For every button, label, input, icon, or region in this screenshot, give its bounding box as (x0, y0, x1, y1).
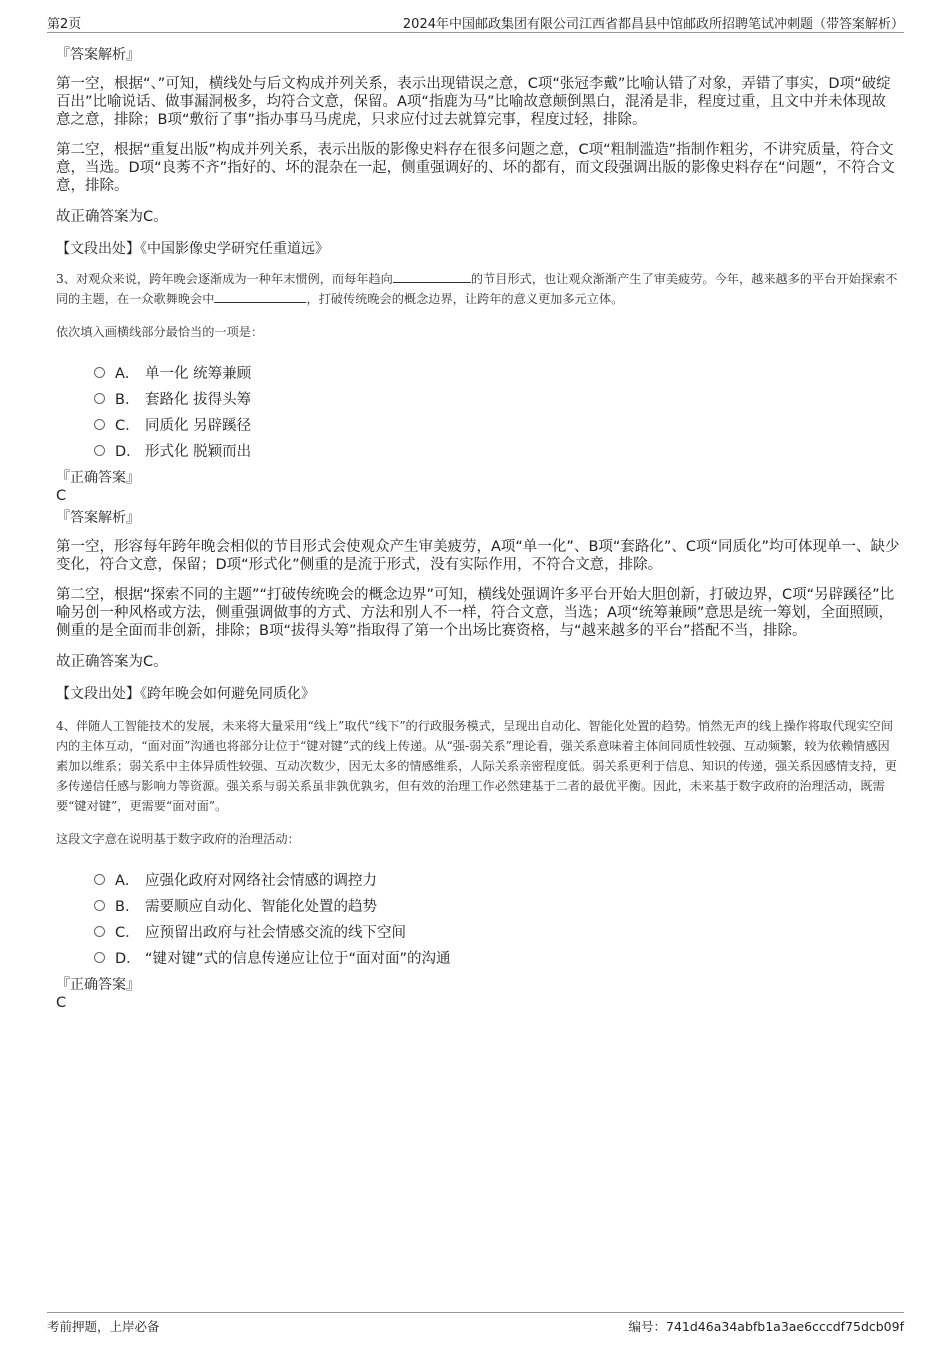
correct-answer-value: C (56, 488, 67, 504)
option-d[interactable] (94, 437, 900, 463)
option-c[interactable] (94, 411, 900, 437)
correct-answer-value: C (56, 995, 67, 1011)
option-letter: D． (115, 950, 141, 967)
option-text: “键对键”式的信息传递应让位于“面对面”的沟通 (145, 950, 451, 967)
radio-button[interactable] (94, 926, 105, 937)
analysis-label: 『答案解析』 (56, 47, 140, 63)
radio-button[interactable] (94, 367, 105, 378)
question-prompt: 依次填入画横线部分最恰当的一项是： (56, 325, 264, 339)
fill-blank (393, 270, 471, 283)
correct-answer-label: 『正确答案』 (56, 977, 140, 993)
option-b[interactable] (94, 892, 900, 918)
radio-button[interactable] (94, 952, 105, 963)
option-text: 应预留出政府与社会情感交流的线下空间 (145, 924, 406, 941)
analysis-paragraph: 第二空，根据“重复出版”构成并列关系，表示出版的影像史料存在很多问题之意，C项“粗制滥造”指制作粗劣，不讲究质量，符合文意，当选。D项“良莠不齐”指好的、坏的混杂在一起，侧重强调好的、坏的都有，而文段强调出版的影像史料存在“问题”，不符合文意，排除。 (56, 142, 895, 194)
fill-blank (214, 290, 306, 303)
option-b[interactable] (94, 385, 900, 411)
analysis-label: 『答案解析』 (56, 510, 140, 526)
analysis-paragraph: 第一空，根据“、”可知，横线处与后文构成并列关系，表示出现错误之意，C项“张冠李戴”比喻认错了对象，弄错了事实，D项“破绽百出”比喻说话、做事漏洞极多，均符合文意，保留。A项“指鹿为马”比喻故意颠倒黑白，混淆是非，程度过重，且文中并未体现故意之意，排除；B项“敷衍了事”指办事马马虎虎，只求应付过去就算完事，程度过轻，排除。 (56, 76, 891, 128)
option-text: 同质化 另辟蹊径 (145, 417, 252, 434)
question-text: 4、伴随人工智能技术的发展，未来将大量采用“线上”取代“线下”的行政服务模式，呈现出自动化、智能化处置的趋势。悄然无声的线上操作将取代现实空间内的主体互动，“面对面”沟通也将部分让位于“键对键”式的线上传递。从“强-弱关系”理论看，强关系意味着主体间同质性较强、互动频繁，较为依赖情感因素加以维系；弱关系中主体异质性较强、互动次数少，因无太多的情感维系，人际关系亲密程度低。弱关系更利于信息、知识的传递，强关系因感情支持，更多传递信任感与影响力等资源。强关系与弱关系虽非孰优孰劣，但有效的治理工作必然建基于二者的最优平衡。因此，未来基于数字政府的治理活动，既需要“键对键”，更需要“面对面”。 (56, 719, 897, 813)
correct-answer-label: 『正确答案』 (56, 470, 140, 486)
q2-analysis-section (56, 45, 900, 259)
passage-source: 【文段出处】《中国影像史学研究任重道远》 (56, 241, 329, 257)
question-text: 3、对观众来说，跨年晚会逐渐成为一种年末惯例，而每年趋向 的节目形式，也让观众渐渐产生了审美疲劳。今年，越来越多的平台开始探索不同的主题，在一众歌舞晚会中 ，打破传统晚会的概念边界，让跨年的意义更加多元立体。 (56, 272, 898, 306)
question-3 (56, 269, 900, 704)
option-text: 形式化 脱颖而出 (145, 443, 252, 460)
option-a[interactable] (94, 866, 900, 892)
option-text: 单一化 统筹兼顾 (145, 365, 252, 382)
question-prompt: 这段文字意在说明基于数字政府的治理活动： (56, 832, 300, 846)
radio-button[interactable] (94, 445, 105, 456)
option-letter: B． (115, 898, 140, 915)
radio-button[interactable] (94, 900, 105, 911)
option-text: 套路化 拔得头筹 (145, 391, 252, 408)
footer-slogan: 考前押题，上岸必备 (47, 1319, 160, 1334)
option-letter: B． (115, 391, 140, 408)
page-number: 第2页 (47, 17, 82, 32)
document-title: 2024年中国邮政集团有限公司江西省都昌县中馆邮政所招聘笔试冲刺题（带答案解析） (402, 17, 904, 32)
page-header (47, 12, 904, 33)
option-letter: C． (115, 417, 140, 434)
option-letter: A． (115, 365, 140, 382)
option-text: 应强化政府对网络社会情感的调控力 (145, 872, 377, 889)
option-c[interactable] (94, 918, 900, 944)
option-letter: C． (115, 924, 140, 941)
page-footer (47, 1312, 904, 1335)
option-letter: D． (115, 443, 141, 460)
radio-button[interactable] (94, 874, 105, 885)
analysis-conclusion: 故正确答案为C。 (56, 209, 168, 225)
passage-source: 【文段出处】《跨年晚会如何避免同质化》 (56, 686, 315, 702)
analysis-conclusion: 故正确答案为C。 (56, 654, 168, 670)
analysis-paragraph: 第一空，形容每年跨年晚会相似的节目形式会使观众产生审美疲劳，A项“单一化”、B项“套路化”、C项“同质化”均可体现单一、缺少变化，符合文意，保留；D项“形式化”侧重的是流于形式，没有实际作用，不符合文意，排除。 (56, 539, 900, 573)
radio-button[interactable] (94, 393, 105, 404)
option-d[interactable] (94, 944, 900, 970)
answer-options (94, 359, 900, 463)
radio-button[interactable] (94, 419, 105, 430)
answer-options (94, 866, 900, 970)
analysis-paragraph: 第二空，根据“探索不同的主题”“打破传统晚会的概念边界”可知，横线处强调许多平台开始大胆创新，打破边界，C项“另辟蹊径”比喻另创一种风格或方法，侧重强调做事的方式、方法和别人不一样，符合文意，当选；A项“统筹兼顾”意思是统一筹划，全面照顾，侧重的是全面而非创新，排除；B项“拔得头筹”指取得了第一个出场比赛资格，与“越来越多的平台”搭配不当，排除。 (56, 587, 895, 639)
option-a[interactable] (94, 359, 900, 385)
option-letter: A． (115, 872, 140, 889)
document-id: 编号：741d46a34abfb1a3ae6cccdf75dcb09f (628, 1319, 904, 1334)
question-4 (56, 716, 900, 1013)
option-text: 需要顺应自动化、智能化处置的趋势 (145, 898, 377, 915)
page-content (56, 45, 900, 1015)
